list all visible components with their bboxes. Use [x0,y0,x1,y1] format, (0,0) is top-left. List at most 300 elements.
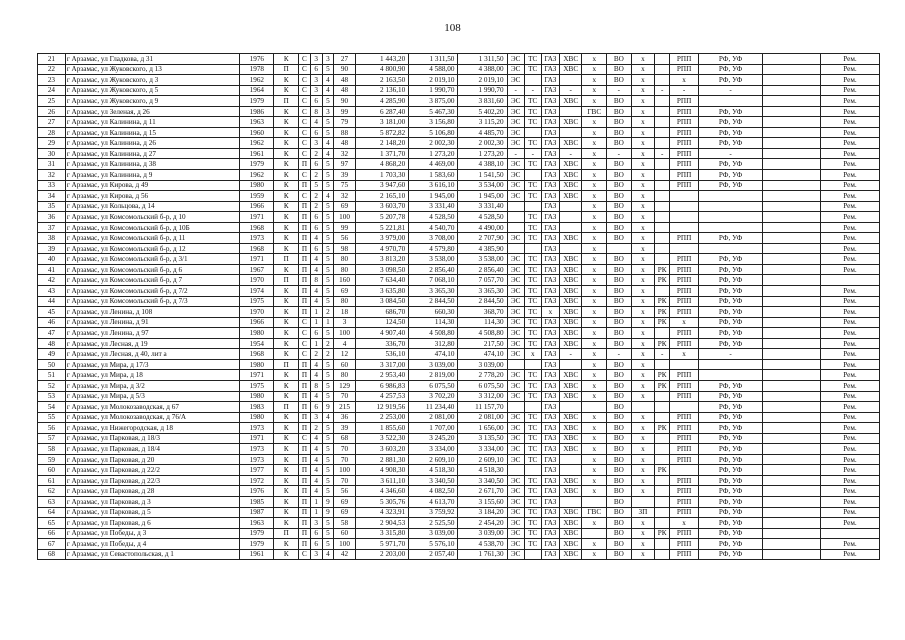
table-cell: ГАЗ [541,127,559,138]
table-cell: х [670,518,699,529]
table-cell: - [507,148,524,159]
table-cell: х [631,454,655,465]
table-cell: 3 039,00 [409,528,458,539]
table-cell [655,180,670,191]
table-cell: х [631,106,655,117]
table-cell [655,549,670,560]
table-cell: РФ, УФ [699,159,763,170]
table-cell: 80 [334,370,355,381]
table-cell: ЭС [507,549,524,560]
table-cell: Рем. [820,264,879,275]
table-cell [655,286,670,297]
address-cell: г Арзамас, ул Калинина, д 38 [65,159,239,170]
table-cell: С [299,317,311,328]
table-cell: х [582,148,607,159]
table-row [38,328,880,339]
table-cell: ЭС [507,117,524,128]
table-cell [763,359,821,370]
table-cell: 100 [334,328,355,339]
table-cell: ЭС [507,106,524,117]
table-cell [560,222,582,233]
row-number-cell: 37 [38,222,66,233]
table-cell [763,127,821,138]
table-cell: РПП [670,433,699,444]
table-cell: РПП [670,170,699,181]
table-cell: 1983 [240,402,274,413]
table-cell: 5 106,80 [409,127,458,138]
table-cell: ВО [607,180,632,191]
table-cell: ВО [607,254,632,265]
address-cell: г Арзамас, ул Парковая, д 18/4 [65,444,239,455]
table-cell: х [582,127,607,138]
table-cell: х [582,380,607,391]
table-cell: К [274,549,299,560]
table-cell: 6 [310,243,322,254]
table-cell: К [274,148,299,159]
table-cell [763,338,821,349]
table-cell: ЭС [507,380,524,391]
table-cell: 2 002,30 [458,138,507,149]
table-row [38,64,880,75]
table-cell [670,402,699,413]
table-cell: ТС [524,64,541,75]
table-cell: х [582,296,607,307]
table-cell: ВО [607,138,632,149]
table-cell: 5 [322,486,334,497]
table-cell: х [582,170,607,181]
table-cell: 1 703,30 [355,170,408,181]
table-cell [524,127,541,138]
table-cell: ГАЗ [541,254,559,265]
table-cell: К [274,75,299,86]
table-cell: 3 831,60 [458,96,507,107]
table-cell: 1 761,30 [458,549,507,560]
table-cell: ВО [607,233,632,244]
table-cell: 5 971,70 [355,539,408,550]
table-cell: ВО [607,296,632,307]
table-cell [560,402,582,413]
address-cell: г Арзамас, ул Калинина, д 26 [65,138,239,149]
table-cell: х [582,64,607,75]
table-cell: 100 [334,212,355,223]
table-cell [655,454,670,465]
table-cell: РПП [670,148,699,159]
table-cell [763,307,821,318]
table-cell [763,539,821,550]
table-cell: Рем. [820,486,879,497]
table-cell: С [299,96,311,107]
table-cell: ХВС [560,54,582,65]
table-cell: РК [655,317,670,328]
table-cell: 6 [310,539,322,550]
table-cell: 5 [322,254,334,265]
table-cell: 80 [334,296,355,307]
table-cell: 1959 [240,191,274,202]
table-cell: 3 875,00 [409,96,458,107]
table-cell: 1973 [240,454,274,465]
table-cell: РПП [670,454,699,465]
table-cell: ТС [524,286,541,297]
table-cell: С [299,117,311,128]
table-cell: ТС [524,106,541,117]
table-cell: 1961 [240,148,274,159]
table-cell: 5 [322,423,334,434]
table-cell: 4 [322,191,334,202]
table-cell: 5 [322,117,334,128]
table-cell: 5 [322,539,334,550]
table-cell: 5 [322,96,334,107]
table-cell: П [274,402,299,413]
table-cell: х [582,317,607,328]
table-cell: 368,70 [458,307,507,318]
table-cell: ГАЗ [541,170,559,181]
table-cell: 5 [322,433,334,444]
table-cell [763,138,821,149]
table-cell: ВО [607,370,632,381]
table-cell: 70 [334,475,355,486]
table-cell: ТС [524,454,541,465]
table-cell: ЭС [507,233,524,244]
table-cell: ЭС [507,539,524,550]
table-cell: ГАЗ [541,75,559,86]
address-cell: г Арзамас, ул Калинина, д 9 [65,170,239,181]
table-cell: 3 702,20 [409,391,458,402]
table-cell: ВО [607,275,632,286]
row-number-cell: 45 [38,307,66,318]
table-cell: К [274,191,299,202]
table-cell: ТС [524,233,541,244]
table-cell [699,243,763,254]
table-cell: ВО [607,54,632,65]
table-cell: Рем. [820,518,879,529]
table-cell: 1 990,70 [409,85,458,96]
table-cell: ГАЗ [541,412,559,423]
table-cell: РК [655,380,670,391]
table-cell: 3 759,92 [409,507,458,518]
table-cell: 5 [322,201,334,212]
table-cell: П [299,423,311,434]
table-cell: ВО [607,117,632,128]
table-cell: - [607,85,632,96]
table-row [38,370,880,381]
table-cell: РПП [670,412,699,423]
table-cell: ГАЗ [541,222,559,233]
table-cell: К [274,286,299,297]
table-cell: ХВС [560,539,582,550]
table-cell: ГАЗ [541,296,559,307]
row-number-cell: 58 [38,444,66,455]
table-cell: 56 [334,486,355,497]
table-cell: х [631,518,655,529]
table-cell [763,528,821,539]
table-cell: ЭС [507,444,524,455]
table-cell: П [299,465,311,476]
row-number-cell: 64 [38,507,66,518]
table-cell: ХВС [560,433,582,444]
table-cell: - [699,349,763,360]
table-cell: ХВС [560,507,582,518]
table-cell: ВО [607,75,632,86]
table-cell: 660,30 [409,307,458,318]
table-cell: 6 075,50 [409,380,458,391]
row-number-cell: 30 [38,148,66,159]
table-cell: 2 019,10 [458,75,507,86]
table-cell: 1 443,20 [355,54,408,65]
table-cell: 2 [310,148,322,159]
table-row [38,275,880,286]
table-cell [670,222,699,233]
table-cell: 2 165,10 [355,191,408,202]
table-cell: П [299,275,311,286]
table-cell: - [507,85,524,96]
table-cell: х [631,159,655,170]
table-cell: ХВС [560,275,582,286]
table-cell: ХВС [560,549,582,560]
table-cell: РПП [670,370,699,381]
address-cell: г Арзамас, ул Комсомольский б-р, д 7/2 [65,286,239,297]
table-row [38,138,880,149]
row-number-cell: 31 [38,159,66,170]
table-cell [763,96,821,107]
table-cell: 1971 [240,370,274,381]
table-cell [763,317,821,328]
table-cell: 4 [322,138,334,149]
address-cell: г Арзамас, ул Ленина, д 97 [65,328,239,339]
table-cell: 5 [322,159,334,170]
table-cell: 5 [310,180,322,191]
table-cell: 4 613,70 [409,496,458,507]
table-cell: ТС [524,528,541,539]
table-cell [763,254,821,265]
table-cell: 3 317,00 [355,359,408,370]
table-cell: П [299,222,311,233]
table-cell: ЭС [507,296,524,307]
table-cell [524,75,541,86]
table-cell: 1970 [240,307,274,318]
table-cell: К [274,170,299,181]
row-number-cell: 55 [38,412,66,423]
table-cell: 3 155,60 [458,496,507,507]
table-row [38,159,880,170]
table-cell [763,402,821,413]
table-cell: ВО [607,222,632,233]
table-cell: ГАЗ [541,275,559,286]
table-cell: х [582,85,607,96]
table-cell [655,328,670,339]
table-cell: ТС [524,539,541,550]
table-cell: С [299,328,311,339]
table-cell: 2 [310,170,322,181]
table-cell: 5 [322,243,334,254]
table-cell: - [607,349,632,360]
table-cell: 6 [310,402,322,413]
table-cell: Рем. [820,75,879,86]
table-cell: ВО [607,433,632,444]
address-cell: г Арзамас, ул Парковая, д 5 [65,507,239,518]
table-cell: 2 [322,338,334,349]
table-cell: 1964 [240,85,274,96]
address-cell: г Арзамас, ул Победы, д 4 [65,539,239,550]
table-cell: ГАЗ [541,518,559,529]
table-cell [655,444,670,455]
table-cell [560,496,582,507]
table-cell: ХВС [560,117,582,128]
table-cell: х [631,412,655,423]
table-cell: 2 904,53 [355,518,408,529]
table-cell: ЭС [507,254,524,265]
table-cell: 1987 [240,507,274,518]
table-cell: Рем. [820,444,879,455]
row-number-cell: 60 [38,465,66,476]
table-cell: 1977 [240,465,274,476]
table-cell: РФ, УФ [699,106,763,117]
table-cell: ТС [524,96,541,107]
table-cell: ГАЗ [541,370,559,381]
table-cell: 4 082,50 [409,486,458,497]
address-cell: г Арзамас, ул Зеленая, д 26 [65,106,239,117]
table-cell [507,222,524,233]
table-cell: ЭС [507,328,524,339]
table-row [38,475,880,486]
table-cell: 4 [334,338,355,349]
table-cell: Рем. [820,402,879,413]
table-cell [763,243,821,254]
address-cell: г Арзамас, ул Парковая, д 3 [65,496,239,507]
table-cell: х [631,423,655,434]
table-cell [560,465,582,476]
table-cell: ТС [524,370,541,381]
table-cell: - [699,85,763,96]
table-cell [655,254,670,265]
table-row [38,412,880,423]
table-cell: 2 002,30 [409,138,458,149]
table-cell: ЭС [507,75,524,86]
table-cell: ГАЗ [541,117,559,128]
table-cell: 1 273,20 [458,148,507,159]
table-cell: 1975 [240,380,274,391]
row-number-cell: 26 [38,106,66,117]
table-cell: 3 522,30 [355,433,408,444]
table-cell: 4 [322,148,334,159]
table-cell: ЭС [507,159,524,170]
table-cell [524,359,541,370]
table-cell [655,518,670,529]
table-cell: К [274,380,299,391]
table-cell: ГАЗ [541,454,559,465]
table-cell: 6 [310,96,322,107]
table-cell: 5 207,78 [355,212,408,223]
table-cell: РФ, УФ [699,296,763,307]
row-number-cell: 32 [38,170,66,181]
table-cell: 3 947,60 [355,180,408,191]
row-number-cell: 25 [38,96,66,107]
table-cell: 1960 [240,127,274,138]
table-cell: РПП [670,159,699,170]
table-row [38,117,880,128]
table-cell: 1 [310,496,322,507]
table-cell: 98 [334,243,355,254]
table-row [38,433,880,444]
table-cell: 70 [334,391,355,402]
table-cell: 1961 [240,549,274,560]
table-cell: - [524,148,541,159]
table-cell [699,201,763,212]
table-cell: РФ, УФ [699,518,763,529]
table-cell: ЭС [507,307,524,318]
table-cell: 1963 [240,117,274,128]
table-cell: К [274,106,299,117]
table-cell [670,191,699,202]
table-cell: 3 [322,106,334,117]
table-cell: ТС [524,212,541,223]
table-cell: П [299,412,311,423]
table-cell: х [582,222,607,233]
table-cell: П [274,275,299,286]
table-cell: РФ, УФ [699,391,763,402]
table-cell: Рем. [820,507,879,518]
table-cell: 1 273,20 [409,148,458,159]
table-cell: 3 979,00 [355,233,408,244]
table-cell [763,433,821,444]
table-cell: ВО [607,127,632,138]
table-cell: ГАЗ [541,423,559,434]
table-cell: 3 181,00 [355,117,408,128]
table-cell: РФ, УФ [699,233,763,244]
table-cell: РК [655,275,670,286]
table-cell: 1973 [240,233,274,244]
table-cell: 1971 [240,433,274,444]
table-cell: 69 [334,496,355,507]
table-cell [655,170,670,181]
table-cell: ХВС [560,170,582,181]
table-cell: 99 [334,106,355,117]
table-cell: ЗП [631,507,655,518]
table-cell: ТС [524,138,541,149]
table-cell [655,75,670,86]
table-cell: 39 [334,423,355,434]
table-cell [655,243,670,254]
table-cell [655,359,670,370]
table-cell: - [655,148,670,159]
table-cell [655,475,670,486]
table-cell: П [299,496,311,507]
row-number-cell: 68 [38,549,66,560]
table-cell: П [299,286,311,297]
table-cell [763,85,821,96]
row-number-cell: 43 [38,286,66,297]
table-cell: 2 148,20 [355,138,408,149]
row-number-cell: 38 [38,233,66,244]
table-cell: 18 [334,307,355,318]
table-cell: К [274,296,299,307]
table-cell: К [274,338,299,349]
table-cell: 3 616,10 [409,180,458,191]
table-row [38,317,880,328]
table-cell: ВО [607,496,632,507]
table-row [38,286,880,297]
table-cell: 4 907,40 [355,328,408,339]
table-cell: 3 184,20 [458,507,507,518]
table-cell: 5 [322,359,334,370]
table-cell: РФ, УФ [699,317,763,328]
table-cell: РПП [670,475,699,486]
table-cell: х [631,349,655,360]
table-cell: Рем. [820,180,879,191]
table-cell: РПП [670,296,699,307]
table-cell: 5 [322,454,334,465]
table-cell: 69 [334,507,355,518]
table-cell: 48 [334,138,355,149]
